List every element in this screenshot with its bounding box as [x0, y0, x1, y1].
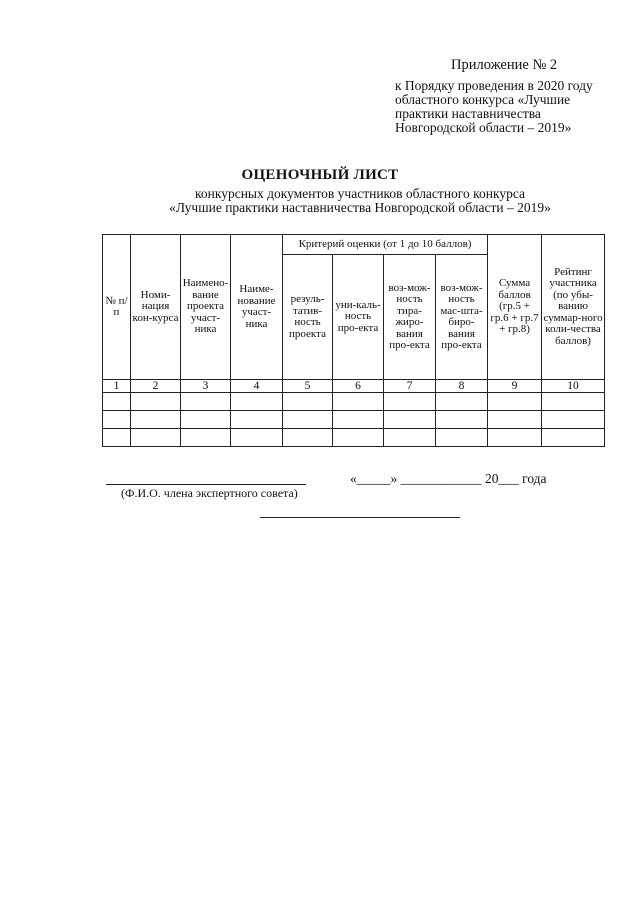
table-cell[interactable]: [231, 411, 283, 429]
col-header-participant-name: Наиме-нование участ-ника: [231, 235, 283, 380]
table-cell[interactable]: [231, 393, 283, 411]
column-number: 2: [131, 380, 181, 393]
document-subtitle: [0, 187, 640, 215]
table-cell[interactable]: [488, 429, 542, 447]
column-number: 10: [542, 380, 605, 393]
criteria-group-header: Критерий оценки (от 1 до 10 баллов): [283, 235, 488, 255]
appendix-title: Приложение № 2: [451, 57, 558, 73]
table-cell[interactable]: [436, 411, 488, 429]
table-row: [103, 393, 605, 411]
col-header-project-name: Наимено-вание проекта участ-ника: [181, 235, 231, 380]
table-row: [103, 429, 605, 447]
blank-rows: [103, 393, 605, 447]
table-cell[interactable]: [333, 411, 384, 429]
col-header-uniqueness: уни-каль-ность про-екта: [333, 255, 384, 380]
col-header-rating: Рейтинг участника (по убы-ванию суммар-ного коли-чества баллов): [542, 235, 605, 380]
col-header-score-sum: Сумма баллов (гр.5 + гр.6 + гр.7 + гр.8): [488, 235, 542, 380]
col-header-scaling: воз-мож-ность мас-шта-биро-вания про-екта: [436, 255, 488, 380]
table-cell[interactable]: [436, 393, 488, 411]
table-cell[interactable]: [436, 429, 488, 447]
table-cell[interactable]: [384, 429, 436, 447]
column-number: 5: [283, 380, 333, 393]
col-header-nomination: Номи-нация кон-курса: [131, 235, 181, 380]
subtitle-line: «Лучшие практики наставничества Новгородской области – 2019»: [169, 200, 551, 215]
evaluation-table: [102, 234, 605, 447]
table-cell[interactable]: [384, 411, 436, 429]
table-cell[interactable]: [181, 411, 231, 429]
col-header-replication: воз-мож-ность тира-жиро-вания про-екта: [384, 255, 436, 380]
table-cell[interactable]: [542, 429, 605, 447]
table-row: [103, 411, 605, 429]
signature-line: [106, 484, 306, 485]
table-cell[interactable]: [131, 393, 181, 411]
column-number: 4: [231, 380, 283, 393]
table-cell[interactable]: [181, 393, 231, 411]
column-number: 6: [333, 380, 384, 393]
signature-caption: (Ф.И.О. члена экспертного совета): [121, 486, 298, 500]
document-title: ОЦЕНОЧНЫЙ ЛИСТ: [241, 167, 399, 183]
column-number: 1: [103, 380, 131, 393]
date-line: «_____» ____________ 20___ года: [350, 471, 547, 486]
table-cell[interactable]: [542, 411, 605, 429]
appendix-line: Новгородской области – 2019»: [395, 120, 572, 135]
column-number: 9: [488, 380, 542, 393]
col-header-number: № п/п: [103, 235, 131, 380]
table-cell[interactable]: [488, 411, 542, 429]
appendix-reference: [395, 79, 630, 135]
column-number-row: [103, 380, 605, 393]
subtitle-line: конкурсных документов участников областного конкурса: [195, 186, 525, 201]
table-cell[interactable]: [283, 429, 333, 447]
table-cell[interactable]: [131, 411, 181, 429]
table-cell[interactable]: [131, 429, 181, 447]
table-cell[interactable]: [103, 393, 131, 411]
appendix-line: областного конкурса «Лучшие: [395, 92, 571, 107]
table-cell[interactable]: [333, 429, 384, 447]
table-cell[interactable]: [181, 429, 231, 447]
column-number: 8: [436, 380, 488, 393]
table-cell[interactable]: [488, 393, 542, 411]
table-cell[interactable]: [231, 429, 283, 447]
table-cell[interactable]: [384, 393, 436, 411]
table-cell[interactable]: [103, 411, 131, 429]
appendix-line: к Порядку проведения в 2020 году: [395, 78, 593, 93]
column-number: 7: [384, 380, 436, 393]
table-cell[interactable]: [103, 429, 131, 447]
column-number: 3: [181, 380, 231, 393]
table-cell[interactable]: [542, 393, 605, 411]
table-cell[interactable]: [333, 393, 384, 411]
table-cell[interactable]: [283, 393, 333, 411]
table-cell[interactable]: [283, 411, 333, 429]
col-header-effectiveness: резуль-татив-ность проекта: [283, 255, 333, 380]
second-signature-line: [260, 517, 460, 518]
appendix-line: практики наставничества: [395, 106, 541, 121]
